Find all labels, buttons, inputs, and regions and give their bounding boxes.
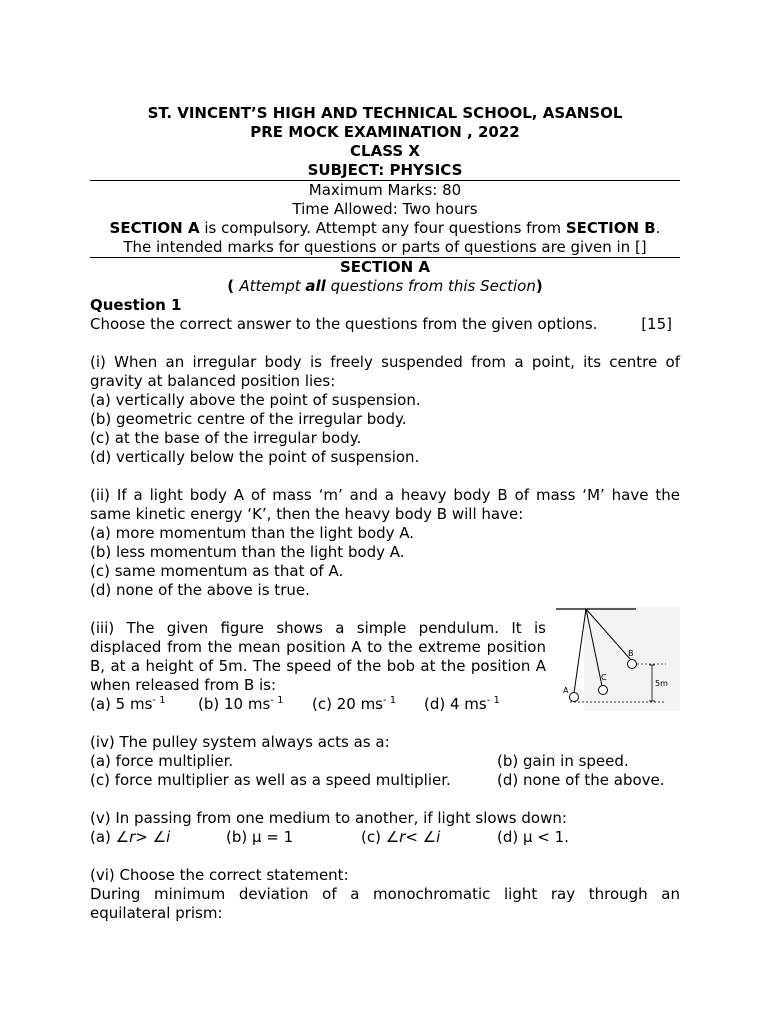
label-b: B	[628, 649, 634, 658]
max-marks: Maximum Marks: 80	[308, 181, 462, 199]
q4-stem: (iv) The pulley system always acts as a:	[90, 733, 390, 751]
paren-close: )	[535, 277, 543, 295]
q3-option-d: (d) 4 $ms^{- 1}$	[424, 695, 500, 713]
subject-label: SUBJECT: PHYSICS	[307, 161, 463, 179]
q5-stem: (v) In passing from one medium to another, if light slows down:	[90, 809, 567, 827]
q3-option-c: (c) 20 $ms^{- 1}$	[312, 695, 397, 713]
q3-option-a: (a) 5 $ms^{- 1}$	[90, 695, 166, 713]
q5-option-a: (a) ∠r> ∠i	[90, 828, 171, 846]
q3-options	[90, 695, 546, 714]
label-a: A	[563, 686, 569, 695]
q5-option-b: (b) μ = 1	[226, 828, 294, 846]
question-intro-text: Choose the correct answer to the questions from the given options.	[90, 315, 598, 333]
q4-option-c: (c) force multiplier as well as a speed multiplier.	[90, 771, 451, 789]
q5-option-d: (d) μ < 1.	[497, 828, 569, 846]
class-label: CLASS X	[350, 142, 420, 160]
q4-options-row1	[90, 752, 680, 771]
q4-option-d: (d) none of the above.	[497, 771, 665, 789]
q4-option-a: (a) force multiplier.	[90, 752, 234, 770]
label-height: 5m	[655, 679, 668, 688]
paren-open: (	[227, 277, 240, 295]
question-title: Question 1	[90, 296, 182, 314]
q2-option-b: (b) less momentum than the light body A.	[90, 543, 405, 561]
pendulum-figure	[556, 607, 680, 711]
q3-block	[90, 619, 680, 714]
q2-option-c: (c) same momentum as that of A.	[90, 562, 344, 580]
instruction-section-a: SECTION A	[109, 219, 200, 237]
bob-a	[570, 693, 579, 702]
q4-options-row2	[90, 771, 680, 790]
bob-b	[628, 660, 637, 669]
question-marks: [15]	[641, 315, 672, 333]
q1-option-d: (d) vertically below the point of suspension.	[90, 448, 420, 466]
q3-stem-line3: B, at a height of 5m. The speed of the bob at the position A	[90, 657, 546, 675]
q3-stem-line1: (iii) The given figure shows a simple pendulum. It is	[90, 619, 546, 637]
q1-option-a: (a) vertically above the point of suspension.	[90, 391, 421, 409]
section-instruction-line	[90, 277, 680, 296]
q1-stem-line1: (i) When an irregular body is freely suspended from a point, its centre of	[90, 353, 680, 371]
school-name: ST. VINCENT’S HIGH AND TECHNICAL SCHOOL, ASANSOL	[147, 104, 623, 122]
q5-options	[90, 828, 680, 847]
q2-option-d: (d) none of the above is true.	[90, 581, 310, 599]
question-intro	[90, 315, 680, 334]
q6-line2: equilateral prism:	[90, 904, 223, 922]
section-instruction	[90, 219, 680, 238]
q5-option-c: (c) ∠r< ∠i	[361, 828, 441, 846]
q3-stem-line4: when released from B is:	[90, 676, 277, 694]
q4-option-b: (b) gain in speed.	[497, 752, 629, 770]
attempt-word: Attempt	[239, 277, 306, 295]
q1-option-b: (b) geometric centre of the irregular body.	[90, 410, 407, 428]
page-content	[90, 104, 680, 923]
all-word: all	[305, 277, 326, 295]
instruction-section-b: SECTION B	[565, 219, 656, 237]
q3-option-b: (b) 10 $ms^{- 1}$	[198, 695, 284, 713]
bob-c	[599, 686, 608, 695]
rest-words: questions from this Section	[325, 277, 536, 295]
label-c: C	[601, 673, 607, 682]
marks-note: The intended marks for questions or parts of questions are given in []	[123, 238, 647, 256]
instruction-end: .	[655, 219, 661, 237]
q1-stem-line2: gravity at balanced position lies:	[90, 372, 336, 390]
q6-stem: (vi) Choose the correct statement:	[90, 866, 349, 884]
exam-title: PRE MOCK EXAMINATION , 2022	[250, 123, 520, 141]
instruction-mid: is compulsory. Attempt any four questions from	[199, 219, 566, 237]
time-allowed: Time Allowed: Two hours	[292, 200, 478, 218]
q3-stem-line2: displaced from the mean position A to the extreme position	[90, 638, 546, 656]
q2-stem-line1: (ii) If a light body A of mass ‘m’ and a heavy body B of mass ‘M’ have the	[90, 486, 680, 504]
q2-option-a: (a) more momentum than the light body A.	[90, 524, 415, 542]
q2-stem-line2: same kinetic energy ‘K’, then the heavy body B will have:	[90, 505, 524, 523]
q1-option-c: (c) at the base of the irregular body.	[90, 429, 362, 447]
section-title: SECTION A	[339, 258, 430, 276]
q6-line1: During minimum deviation of a monochromatic light ray through an	[90, 885, 680, 903]
